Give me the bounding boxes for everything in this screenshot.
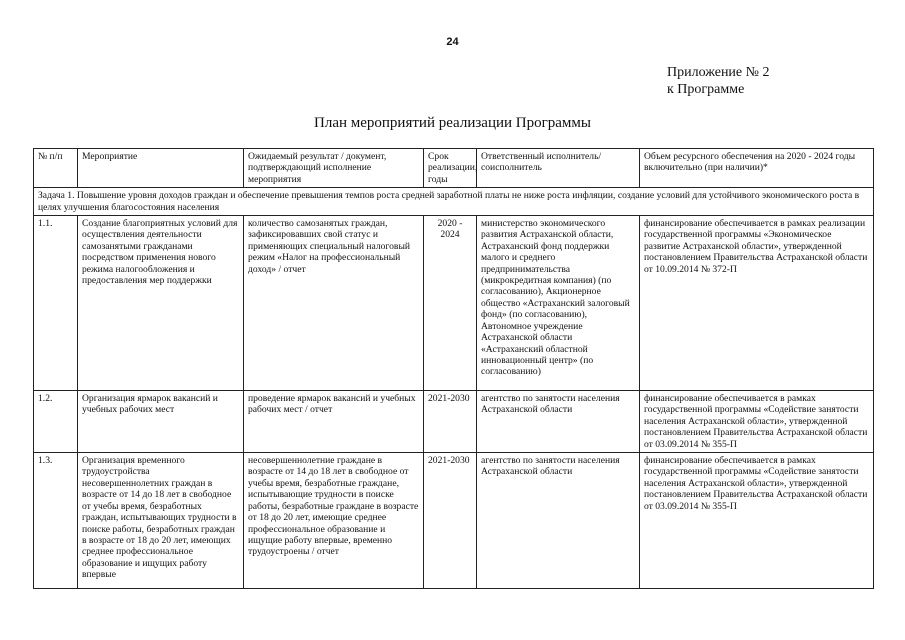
row-result: несовершеннолетние граждане в возрасте от 14 до 18 лет в свободное от учебы время, безработные граждане, испытывающие трудности в поиске работы, безработные граждане в возрасте от 18 до 20 лет, имеющие среднее профессиональное образование и ищущие работу впервые, временно трудоустроены / отчет (244, 453, 424, 589)
row-event: Организация ярмарок вакансий и учебных рабочих мест (78, 391, 244, 453)
row-funding: финансирование обеспечивается в рамках реализации государственной программы «Экономическое развитие Астраханской области», утвержденной постановлением Правительства Астраханской области от 10.09.2014 № 372-П (640, 216, 874, 391)
header-result: Ожидаемый результат / документ, подтверждающий исполнение мероприятия (244, 149, 424, 188)
task-row (34, 188, 874, 216)
table-row (34, 216, 874, 391)
header-term: Срок реализации, годы (424, 149, 477, 188)
task-text: Задача 1. Повышение уровня доходов граждан и обеспечение превышения темпов роста средней заработной платы не ниже роста инфляции, создание условий для устойчивого экономического роста в целях улучшения благосостояния населения (34, 188, 874, 216)
row-no: 1.2. (34, 391, 78, 453)
page-number: 24 (446, 36, 459, 48)
row-funding: финансирование обеспечивается в рамках государственной программы «Содействие занятости населения Астраханской области», утвержденной постановлением Правительства Астраханской области от 03.09.2014 № 355-П (640, 453, 874, 589)
row-term: 2021-2030 (424, 453, 477, 589)
header-executor: Ответственный исполнитель/соисполнитель (477, 149, 640, 188)
row-result: проведение ярмарок вакансий и учебных рабочих мест / отчет (244, 391, 424, 453)
table-row (34, 391, 874, 453)
row-funding: финансирование обеспечивается в рамках государственной программы «Содействие занятости населения Астраханской области», утвержденной постановлением Правительства Астраханской области от 03.09.2014 № 355-П (640, 391, 874, 453)
plan-table (33, 148, 874, 589)
header-funding: Объем ресурсного обеспечения на 2020 - 2024 годы включительно (при наличии)* (640, 149, 874, 188)
table-row (34, 453, 874, 589)
row-no: 1.3. (34, 453, 78, 589)
row-event: Создание благоприятных условий для осуществления деятельности самозанятыми гражданами посредством применения нового режима налогообложения и предоставления мер поддержки (78, 216, 244, 391)
appendix-note (667, 64, 770, 98)
row-executor: агентство по занятости населения Астраханской области (477, 453, 640, 589)
header-row (34, 149, 874, 188)
row-event: Организация временного трудоустройства несовершеннолетних граждан в возрасте от 14 до 18 лет в свободное от учебы время, безработных граждан, испытывающих трудности в поиске работы, безработных граждан в возрасте от 18 до 20 лет, имеющих среднее профессиональное образование и ищущих работу впервые (78, 453, 244, 589)
header-event: Мероприятие (78, 149, 244, 188)
row-result: количество самозанятых граждан, зафиксировавших свой статус и применяющих специальный налоговый режим «Налог на профессиональный доход» / отчет (244, 216, 424, 391)
document-title: План мероприятий реализации Программы (314, 115, 591, 131)
row-term: 2020 - 2024 (424, 216, 477, 391)
row-term: 2021-2030 (424, 391, 477, 453)
appendix-line-2: к Программе (667, 82, 745, 97)
row-executor: агентство по занятости населения Астраханской области (477, 391, 640, 453)
row-no: 1.1. (34, 216, 78, 391)
appendix-line-1: Приложение № 2 (667, 65, 770, 80)
row-executor: министерство экономического развития Астраханской области, Астраханский фонд поддержки малого и среднего предпринимательства (микрокредитная компания) (по согласованию), Акционерное общество «Астраханский залоговый фонд» (по согласованию), Автономное учреждение Астраханской области «Астраханский областной инновационный центр» (по согласованию) (477, 216, 640, 391)
header-no: № п/п (34, 149, 78, 188)
